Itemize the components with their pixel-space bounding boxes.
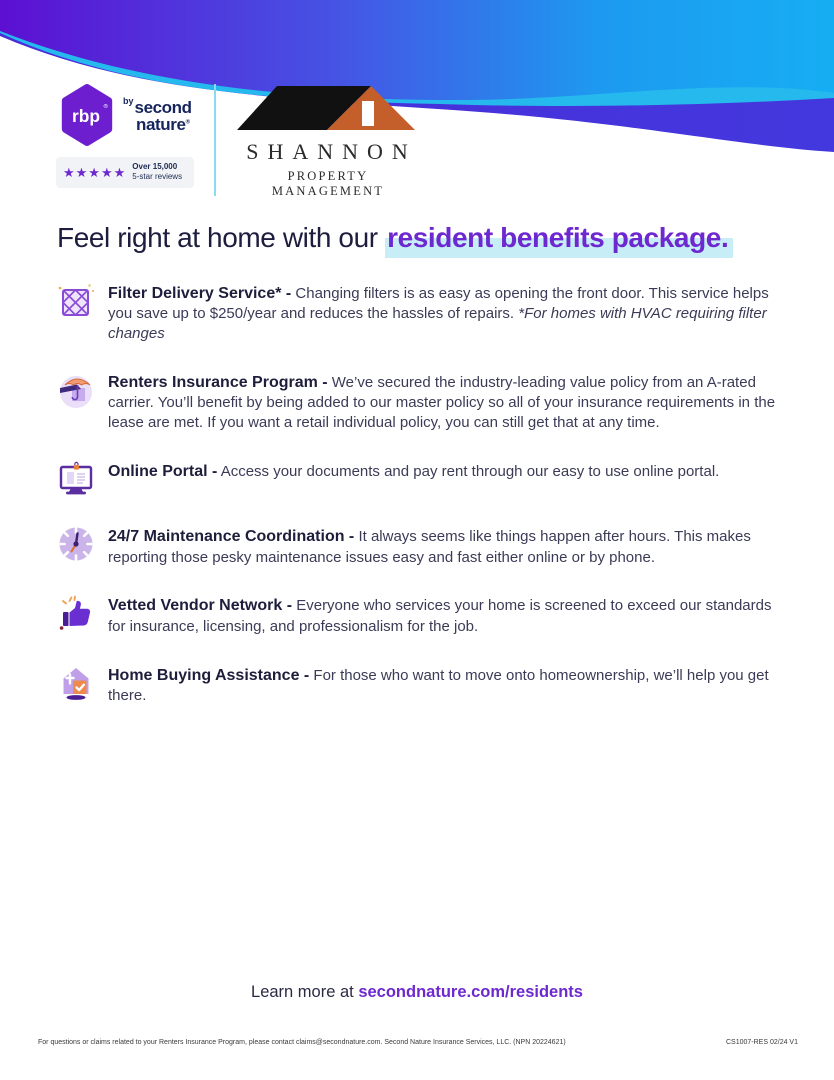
fine-print-left: For questions or claims related to your Renters Insurance Program, please contact claims@secondnature.com. Second Nature Insurance Services, LLC. (NPN 20224621) <box>38 1039 566 1046</box>
benefit-body: It always seems like things happen after hours. This makes reporting those pesky maintenance issues easy and fast either online or by phone. <box>108 528 751 566</box>
reviews-count: Over 15,000 <box>132 162 178 171</box>
benefit-row-filter-delivery <box>57 283 779 344</box>
learn-more-link[interactable]: secondnature.com/residents <box>358 983 583 1001</box>
benefit-text <box>108 526 779 567</box>
benefit-title: 24/7 Maintenance Coordination - <box>108 528 355 546</box>
benefit-body: Access your documents and pay rent through our easy to use online portal. <box>220 463 720 481</box>
rbp-registered-mark: ® <box>103 104 108 111</box>
rbp-logo-text: rbp <box>71 105 101 126</box>
benefit-row-renters-insurance <box>57 372 779 433</box>
learn-more-prefix: Learn more at <box>251 983 359 1001</box>
headline-prefix: Feel right at home with our <box>57 222 386 253</box>
benefit-body: Changing filters is as easy as opening the front door. This service helps you save up to $250/year and reduces the hassles of repairs. <box>108 285 769 323</box>
brand-by-label: by <box>123 96 134 107</box>
filter-delivery-icon <box>57 282 95 320</box>
benefit-body: Everyone who services your home is screened to exceed our standards for insurance, licensing, and professionalism for the job. <box>108 597 772 635</box>
benefit-title: Renters Insurance Program - <box>108 374 328 392</box>
page-title <box>57 222 792 254</box>
benefit-row-vetted-vendor <box>57 595 779 636</box>
logo-divider <box>214 84 216 196</box>
rbp-logo-icon <box>56 82 118 148</box>
headline-highlight: resident benefits package. <box>385 222 733 258</box>
benefit-row-maintenance <box>57 526 779 567</box>
brand-line2: nature <box>136 114 186 134</box>
benefit-text <box>108 461 719 482</box>
benefit-body: We’ve secured the industry-leading value policy from an A-rated carrier. You’ll benefit by being added to our master policy so all of your insurance requirements in the lease are met. If you want a retail individual policy, you can still get that at any time. <box>108 374 776 432</box>
logo-header <box>56 82 422 199</box>
benefit-title: Home Buying Assistance - <box>108 666 310 684</box>
benefit-body: For those who want to move onto homeownership, we’ll help you get there. <box>108 666 769 704</box>
brand-registered-mark: ® <box>185 118 190 125</box>
rbp-brand-block <box>56 82 198 188</box>
benefit-text <box>108 595 779 636</box>
benefit-text <box>108 665 779 706</box>
benefit-note: *For homes with HVAC requiring filter changes <box>108 305 767 343</box>
benefit-row-online-portal <box>57 461 779 498</box>
maintenance-coordination-icon <box>57 525 95 563</box>
company-subtitle: PROPERTY MANAGEMENT <box>271 169 385 198</box>
home-buying-icon <box>57 664 95 702</box>
benefits-list <box>57 283 779 706</box>
brand-line1: second <box>134 98 192 118</box>
reviews-badge <box>56 157 194 188</box>
fine-print-code: CS1007-RES 02/24 V1 <box>726 1039 798 1046</box>
learn-more-line <box>0 983 834 1002</box>
shannon-roof-icon <box>237 82 417 132</box>
company-logo-block <box>232 82 422 199</box>
second-nature-wordmark <box>123 97 192 132</box>
benefit-text <box>108 372 779 433</box>
reviews-text <box>132 162 182 183</box>
benefit-row-home-buying <box>57 665 779 706</box>
benefit-text <box>108 283 779 344</box>
renters-insurance-icon <box>57 371 95 409</box>
five-stars-icon: ★★★★★ <box>63 164 127 180</box>
benefit-title: Filter Delivery Service* - <box>108 285 292 302</box>
online-portal-icon <box>57 460 95 498</box>
vetted-vendor-icon <box>57 594 95 632</box>
benefit-title: Online Portal - <box>108 463 218 481</box>
benefit-title: Vetted Vendor Network - <box>108 597 293 615</box>
reviews-caption: 5-star reviews <box>132 172 183 182</box>
company-name: SHANNON <box>246 139 417 164</box>
fine-print <box>38 1039 798 1046</box>
